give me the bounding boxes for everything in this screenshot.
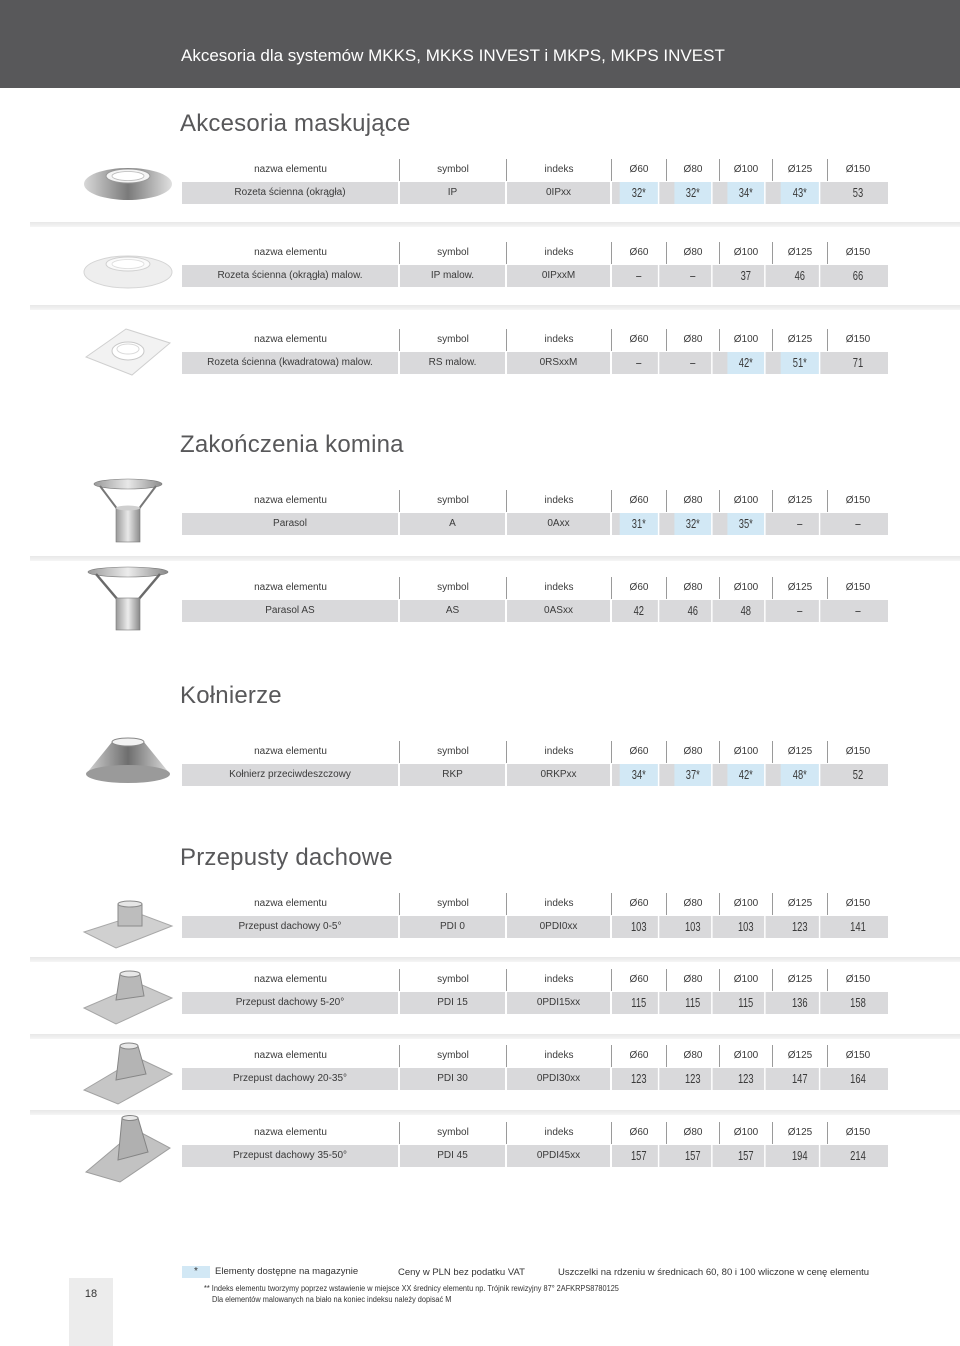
product-name-cell: Przepust dachowy 35-50° [182, 1145, 400, 1167]
price-cell: 103 [620, 916, 660, 938]
index-cell: 0RKPxx [507, 764, 612, 786]
column-header: Ø100 [720, 159, 773, 181]
roof-flashing-30-image [80, 1038, 176, 1108]
column-header: Ø100 [720, 490, 773, 512]
table-row [182, 600, 888, 622]
column-header: indeks [507, 1045, 612, 1067]
symbol-cell: RKP [400, 764, 507, 786]
table-header-row [182, 329, 888, 351]
table-row [182, 916, 888, 938]
column-header: nazwa elementu [182, 577, 400, 599]
section-divider [30, 556, 960, 561]
price-cell: 214 [850, 1148, 866, 1163]
price-cell: 42* [727, 764, 765, 786]
product-name-cell: Kołnierz przeciwdeszczowy [182, 764, 400, 786]
price-cell: 158 [850, 995, 866, 1010]
price-cell: 46 [781, 265, 821, 287]
price-cell: 42* [727, 352, 765, 374]
column-header: symbol [400, 893, 507, 915]
price-cell: 32* [620, 182, 660, 204]
index-cell: 0IPxxM [507, 265, 612, 287]
price-cell: 48* [781, 764, 821, 786]
column-header: symbol [400, 1122, 507, 1144]
column-header: nazwa elementu [182, 490, 400, 512]
price-cell: – [781, 513, 821, 535]
table-header-row [182, 893, 888, 915]
price-cell: 32* [674, 182, 712, 204]
table-header-row [182, 1045, 888, 1067]
column-header: Ø60 [612, 969, 667, 991]
price-cell: 103 [727, 916, 765, 938]
storm-collar-image [80, 722, 176, 792]
column-header: Ø125 [773, 329, 828, 351]
symbol-cell: PDI 45 [400, 1145, 507, 1167]
column-header: symbol [400, 490, 507, 512]
column-header: Ø150 [845, 898, 871, 909]
column-header: nazwa elementu [182, 893, 400, 915]
product-name-cell: Parasol AS [182, 600, 400, 622]
price-cell: 115 [727, 992, 765, 1014]
column-header: Ø80 [667, 159, 720, 181]
price-cell: 115 [674, 992, 712, 1014]
column-header: indeks [507, 893, 612, 915]
square-rosette-painted-image [80, 313, 176, 383]
column-header: indeks [507, 490, 612, 512]
column-header: nazwa elementu [182, 969, 400, 991]
column-header: Ø150 [845, 582, 871, 593]
section-title-masking: Akcesoria maskujące [180, 110, 411, 137]
price-cell: 51* [781, 352, 821, 374]
column-header: symbol [400, 329, 507, 351]
symbol-cell: PDI 30 [400, 1068, 507, 1090]
column-header: Ø60 [612, 490, 667, 512]
price-cell: 123 [620, 1068, 660, 1090]
column-header: nazwa elementu [182, 159, 400, 181]
index-cell: 0PDI45xx [507, 1145, 612, 1167]
column-header: Ø125 [773, 969, 828, 991]
column-header: indeks [507, 1122, 612, 1144]
product-name-cell: Rozeta ścienna (okrągła) malow. [182, 265, 400, 287]
section-title-roof-flashings: Przepusty dachowe [180, 844, 393, 871]
column-header: Ø100 [720, 741, 773, 763]
column-header: Ø80 [667, 893, 720, 915]
table-header-row [182, 741, 888, 763]
legend-seals-text: Uszczelki na rdzeniu w średnicach 60, 80 i 100 wliczone w cenę elementu [558, 1267, 870, 1278]
column-header: Ø150 [845, 247, 871, 258]
column-header: symbol [400, 577, 507, 599]
column-header: Ø150 [845, 1050, 871, 1061]
price-cell: 34* [620, 764, 660, 786]
column-header: indeks [507, 741, 612, 763]
index-cell: 0IPxx [507, 182, 612, 204]
price-cell: 52 [852, 767, 864, 782]
column-header: nazwa elementu [182, 242, 400, 264]
column-header: symbol [400, 969, 507, 991]
column-header: Ø100 [720, 1045, 773, 1067]
column-header: Ø80 [667, 1122, 720, 1144]
table-header-row [182, 242, 888, 264]
table-header-row [182, 159, 888, 181]
page-footer [0, 1260, 960, 1346]
column-header: indeks [507, 329, 612, 351]
price-cell: 103 [674, 916, 712, 938]
price-cell: 123 [781, 916, 821, 938]
symbol-cell: IP [400, 182, 507, 204]
column-header: Ø100 [720, 893, 773, 915]
table-row [182, 992, 888, 1014]
table-row [182, 352, 888, 374]
rain-cap-image [80, 476, 176, 546]
column-header: Ø150 [845, 164, 871, 175]
column-header: Ø60 [612, 242, 667, 264]
footnote-painted: Dla elementów malowanych na biało na koniec indeksu należy dopisać M [212, 1295, 452, 1304]
table-header-row [182, 969, 888, 991]
column-header: Ø125 [773, 893, 828, 915]
column-header: nazwa elementu [182, 329, 400, 351]
page-number-box [69, 1278, 113, 1346]
price-cell: 71 [852, 355, 864, 370]
price-cell: 37* [674, 764, 712, 786]
price-cell: 123 [674, 1068, 712, 1090]
roof-flashing-15-image [80, 962, 176, 1032]
column-header: Ø80 [667, 741, 720, 763]
column-header: Ø80 [667, 1045, 720, 1067]
table-row [182, 764, 888, 786]
column-header: Ø100 [720, 577, 773, 599]
column-header: Ø150 [845, 746, 871, 757]
price-cell: – [781, 600, 821, 622]
column-header: Ø150 [845, 974, 871, 985]
price-cell: 32* [674, 513, 712, 535]
column-header: Ø80 [667, 577, 720, 599]
column-header: Ø125 [773, 242, 828, 264]
price-cell: – [674, 352, 712, 374]
price-cell: 141 [850, 919, 866, 934]
section-title-collars: Kołnierze [180, 682, 282, 709]
column-header: indeks [507, 577, 612, 599]
price-cell: 123 [727, 1068, 765, 1090]
column-header: Ø100 [720, 329, 773, 351]
legend-available-text: Elementy dostępne na magazynie [215, 1266, 359, 1277]
table-row [182, 513, 888, 535]
symbol-cell: PDI 0 [400, 916, 507, 938]
legend-available-swatch: * [182, 1266, 210, 1278]
column-header: Ø80 [667, 969, 720, 991]
column-header: Ø60 [612, 893, 667, 915]
page-number: 18 [84, 1288, 98, 1300]
column-header: indeks [507, 242, 612, 264]
price-cell: 147 [781, 1068, 821, 1090]
column-header: Ø60 [612, 1122, 667, 1144]
column-header: Ø125 [773, 741, 828, 763]
index-cell: 0ASxx [507, 600, 612, 622]
table-row [182, 1145, 888, 1167]
column-header: indeks [507, 969, 612, 991]
column-header: Ø125 [773, 159, 828, 181]
table-row [182, 265, 888, 287]
price-cell: 157 [674, 1145, 712, 1167]
symbol-cell: AS [400, 600, 507, 622]
column-header: Ø100 [720, 969, 773, 991]
price-cell: 42 [620, 600, 660, 622]
column-header: Ø60 [612, 159, 667, 181]
column-header: nazwa elementu [182, 1122, 400, 1144]
column-header: Ø60 [612, 1045, 667, 1067]
column-header: nazwa elementu [182, 741, 400, 763]
column-header: Ø125 [773, 577, 828, 599]
column-header: Ø100 [720, 1122, 773, 1144]
column-header: Ø150 [845, 495, 871, 506]
product-name-cell: Rozeta ścienna (okrągła) [182, 182, 400, 204]
product-name-cell: Przepust dachowy 0-5° [182, 916, 400, 938]
column-header: symbol [400, 1045, 507, 1067]
column-header: symbol [400, 159, 507, 181]
column-header: Ø80 [667, 329, 720, 351]
price-cell: 164 [850, 1071, 866, 1086]
price-cell: 194 [781, 1145, 821, 1167]
table-header-row [182, 577, 888, 599]
product-name-cell: Rozeta ścienna (kwadratowa) malow. [182, 352, 400, 374]
column-header: nazwa elementu [182, 1045, 400, 1067]
price-cell: 35* [727, 513, 765, 535]
symbol-cell: PDI 15 [400, 992, 507, 1014]
table-row [182, 182, 888, 204]
section-divider [30, 305, 960, 310]
section-title-chimney-ends: Zakończenia komina [180, 431, 404, 458]
column-header: Ø80 [667, 242, 720, 264]
product-name-cell: Przepust dachowy 5-20° [182, 992, 400, 1014]
column-header: Ø125 [773, 490, 828, 512]
price-cell: – [855, 603, 861, 618]
column-header: indeks [507, 159, 612, 181]
column-header: Ø60 [612, 329, 667, 351]
round-rosette-painted-image [80, 228, 176, 298]
legend-prices-text: Ceny w PLN bez podatku VAT [398, 1267, 525, 1278]
symbol-cell: A [400, 513, 507, 535]
price-cell: 157 [620, 1145, 660, 1167]
column-header: Ø60 [612, 577, 667, 599]
rain-cap-as-image [80, 564, 176, 634]
price-cell: – [620, 352, 660, 374]
product-name-cell: Parasol [182, 513, 400, 535]
price-cell: 43* [781, 182, 821, 204]
price-cell: 53 [852, 185, 864, 200]
roof-flashing-45-image [80, 1114, 176, 1184]
index-cell: 0Axx [507, 513, 612, 535]
product-name-cell: Przepust dachowy 20-35° [182, 1068, 400, 1090]
footnote-index: ** Indeks elementu tworzymy poprzez wstawienie w miejsce XX średnicy elementu np. Trójnik rewizyjny 87° 2AFKRPS8780125 [204, 1284, 619, 1293]
index-cell: 0RSxxM [507, 352, 612, 374]
price-cell: – [620, 265, 660, 287]
price-cell: 48 [727, 600, 765, 622]
price-cell: – [674, 265, 712, 287]
column-header: Ø60 [612, 741, 667, 763]
table-header-row [182, 1122, 888, 1144]
column-header: symbol [400, 242, 507, 264]
roof-flashing-0-image [80, 890, 176, 960]
column-header: Ø125 [773, 1122, 828, 1144]
symbol-cell: IP malow. [400, 265, 507, 287]
page-header-title: Akcesoria dla systemów MKKS, MKKS INVEST i MKPS, MKPS INVEST [181, 46, 725, 65]
table-row [182, 1068, 888, 1090]
column-header: Ø100 [720, 242, 773, 264]
price-cell: 31* [620, 513, 660, 535]
price-cell: 37 [727, 265, 765, 287]
index-cell: 0PDI30xx [507, 1068, 612, 1090]
table-header-row [182, 490, 888, 512]
round-rosette-image [80, 140, 176, 210]
price-cell: 66 [852, 268, 864, 283]
price-cell: 46 [674, 600, 712, 622]
index-cell: 0PDI0xx [507, 916, 612, 938]
symbol-cell: RS malow. [400, 352, 507, 374]
column-header: Ø150 [845, 1127, 871, 1138]
column-header: Ø80 [667, 490, 720, 512]
price-cell: 115 [620, 992, 660, 1014]
section-divider [30, 222, 960, 227]
column-header: Ø150 [845, 334, 871, 345]
index-cell: 0PDI15xx [507, 992, 612, 1014]
column-header: Ø125 [773, 1045, 828, 1067]
price-cell: 34* [727, 182, 765, 204]
column-header: symbol [400, 741, 507, 763]
price-cell: 157 [727, 1145, 765, 1167]
price-cell: 136 [781, 992, 821, 1014]
page-header-bar [0, 0, 960, 88]
price-cell: – [855, 516, 861, 531]
